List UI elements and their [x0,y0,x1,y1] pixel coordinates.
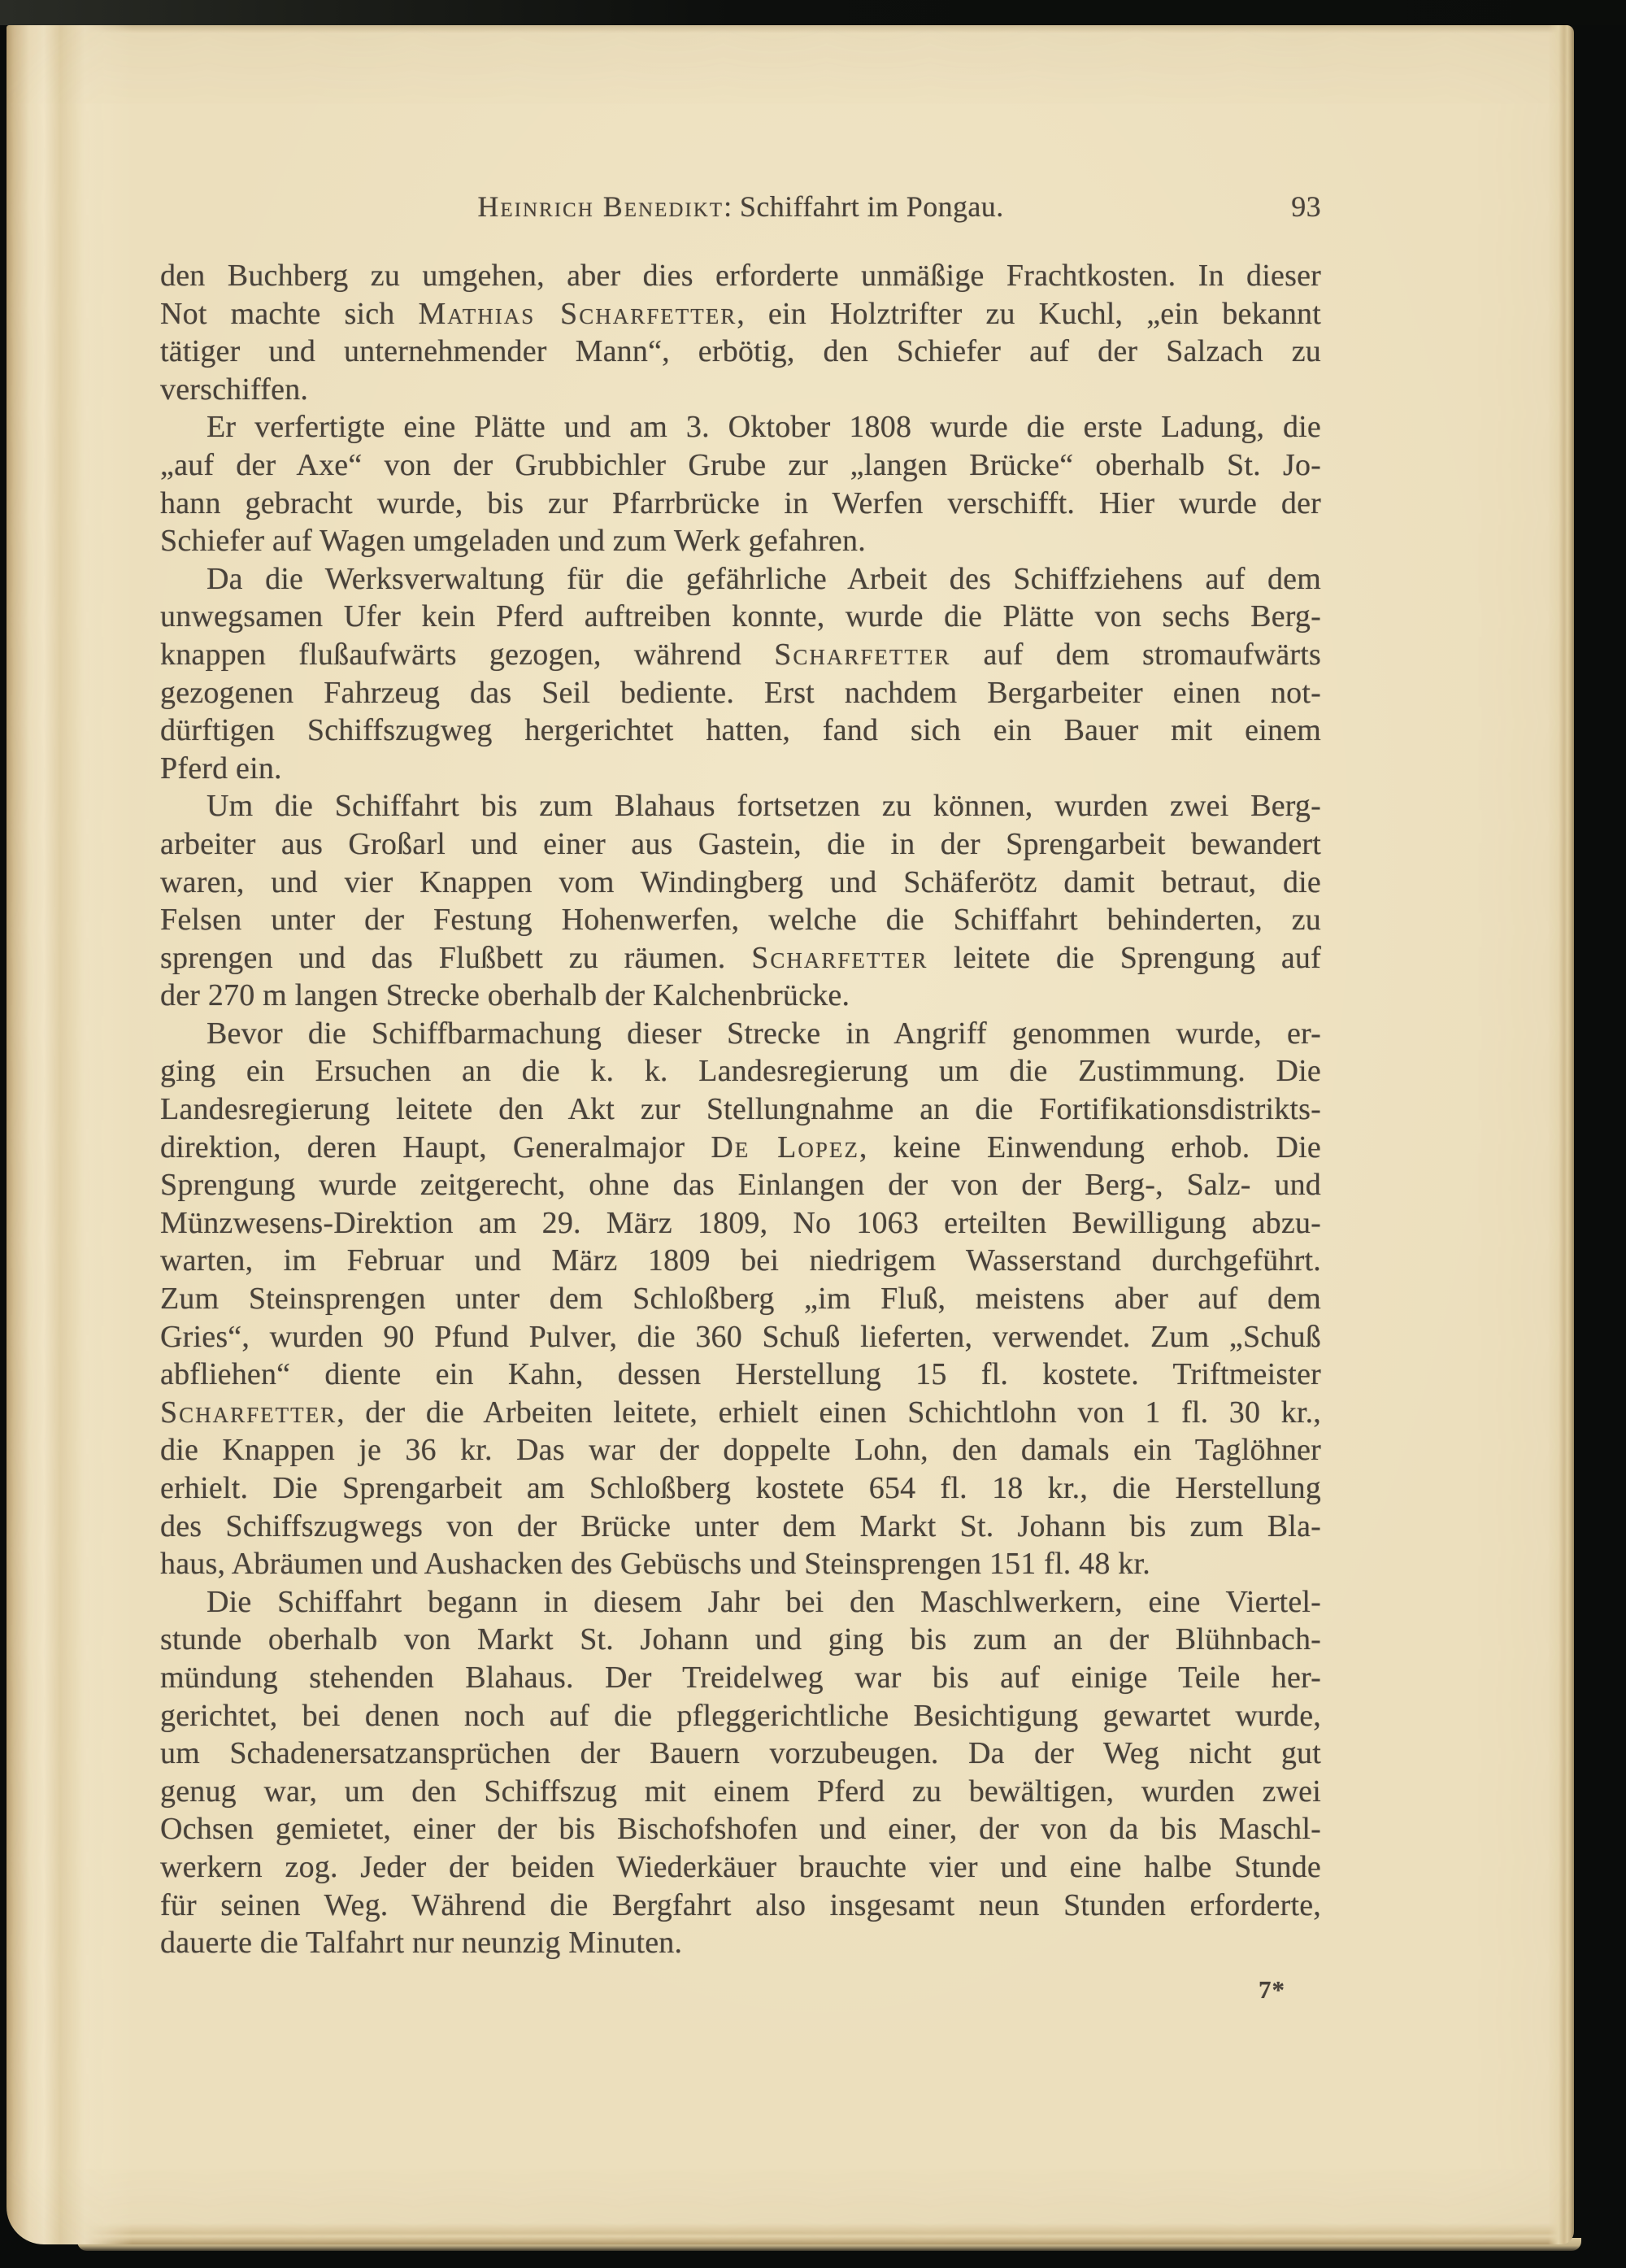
text-line: stunde oberhalb von Markt St. Johann und ging bis zum an der Blühnbach- [160,1622,1321,1657]
text-line: Da die Werksverwaltung für die gefährliche Arbeit des Schiffziehens auf dem [207,561,1321,596]
header-title: : Schiffahrt im Pongau. [724,190,1004,223]
text-line: arbeiter aus Großarl und einer aus Gastein, die in der Sprengarbeit bewandert [160,826,1321,861]
text-line: dauerte die Talfahrt nur neunzig Minuten. [160,1926,683,1961]
text-line: hann gebracht wurde, bis zur Pfarrbrücke in Werfen verschifft. Hier wurde der [160,485,1321,520]
header-author: Heinrich Benedikt [477,190,724,223]
text-line: abfliehen“ diente ein Kahn, dessen Herstellung 15 fl. kostete. Triftmeister [160,1357,1321,1392]
text-line: dürftigen Schiffszugweg hergerichtet hatten, fand sich ein Bauer mit einem [160,713,1321,748]
text-line: haus, Abräumen und Aushacken des Gebüschs und Steinsprengen 151 fl. 48 kr. [160,1547,1150,1582]
text-line: verschiffen. [160,372,309,407]
text-line: Zum Steinsprengen unter dem Schloßberg „im Fluß, meistens aber auf dem [160,1282,1321,1317]
text-line: Gries“, wurden 90 Pfund Pulver, die 360 Schuß lieferten, verwendet. Zum „Schuß [160,1319,1321,1354]
text-line: gerichtet, bei denen noch auf die pfleggerichtliche Besichtigung gewartet wurde, [160,1698,1321,1733]
smallcaps-name: Mathias Scharfetter [418,296,737,331]
scanner-top-edge [0,0,1626,25]
smallcaps-name: Scharfetter [774,637,951,672]
text-line: der 270 m langen Strecke oberhalb der Kalchenbrücke. [160,978,850,1013]
running-header [160,190,1321,223]
text-line: Die Schiffahrt begann in diesem Jahr bei den Maschlwerkern, eine Viertel- [207,1584,1321,1619]
text-line: ging ein Ersuchen an die k. k. Landesregierung um die Zustimmung. Die [160,1054,1321,1089]
signature-mark: 7* [1259,1975,1285,2004]
text-line: Scharfetter, der die Arbeiten leitete, erhielt einen Schichtlohn von 1 fl. 30 kr., [160,1395,1321,1430]
text-line: waren, und vier Knappen vom Windingberg und Schäferötz damit betraut, die [160,864,1321,899]
smallcaps-name: Scharfetter [160,1395,337,1430]
text-line: genug war, um den Schiffszug mit einem Pferd zu bewältigen, wurden zwei [160,1774,1321,1809]
smallcaps-name: Scharfetter [751,940,928,975]
text-line: „auf der Axe“ von der Grubbichler Grube zur „langen Brücke“ oberhalb St. Jo- [160,447,1321,482]
text-line: erhielt. Die Sprengarbeit am Schloßberg kostete 654 fl. 18 kr., die Herstellung [160,1471,1321,1505]
text-line: gezogenen Fahrzeug das Seil bediente. Erst nachdem Bergarbeiter einen not- [160,675,1321,710]
text-line: Sprengung wurde zeitgerecht, ohne das Einlangen der von der Berg-, Salz- und [160,1168,1321,1203]
text-line: sprengen und das Flußbett zu räumen. Scharfetter leitete die Sprengung auf [160,940,1321,975]
text-line: Münzwesens-Direktion am 29. März 1809, No 1063 erteilten Bewilligung abzu- [160,1205,1321,1240]
text-line: den Buchberg zu umgehen, aber dies erforderte unmäßige Frachtkosten. In dieser [160,259,1321,293]
text-line: Pferd ein. [160,751,282,786]
text-line: knappen flußaufwärts gezogen, während Scharfetter auf dem stromaufwärts [160,637,1321,672]
text-line: Ochsen gemietet, einer der bis Bischofshofen und einer, der von da bis Maschl- [160,1812,1321,1847]
text-line: die Knappen je 36 kr. Das war der doppelte Lohn, den damals ein Taglöhner [160,1433,1321,1468]
book-page [7,25,1574,2244]
text-line: direktion, deren Haupt, Generalmajor De Lopez, keine Einwendung erhob. Die [160,1130,1321,1164]
text-line: mündung stehenden Blahaus. Der Treidelweg war bis auf einige Teile her- [160,1660,1321,1695]
text-line: Schiefer auf Wagen umgeladen und zum Werk gefahren. [160,524,866,559]
text-line: werkern zog. Jeder der beiden Wiederkäuer brauchte vier und eine halbe Stunde [160,1849,1321,1884]
text-line: Um die Schiffahrt bis zum Blahaus fortsetzen zu können, wurden zwei Berg- [207,789,1321,824]
text-line: warten, im Februar und März 1809 bei niedrigem Wasserstand durchgeführt. [160,1243,1321,1278]
text-line: Er verfertigte eine Plätte und am 3. Oktober 1808 wurde die erste Ladung, die [207,410,1321,445]
page-number: 93 [1291,190,1321,223]
text-line: tätiger und unternehmender Mann“, erbötig, den Schiefer auf der Salzach zu [160,334,1321,369]
text-line: Landesregierung leitete den Akt zur Stellungnahme an die Fortifikationsdistrikts- [160,1092,1321,1127]
text-line: um Schadenersatzansprüchen der Bauern vorzubeugen. Da der Weg nicht gut [160,1736,1321,1771]
smallcaps-name: De Lopez [711,1130,859,1164]
text-line: für seinen Weg. Während die Bergfahrt also insgesamt neun Stunden erforderte, [160,1887,1321,1922]
text-line: Felsen unter der Festung Hohenwerfen, welche die Schiffahrt behinderten, zu [160,903,1321,938]
body-text [160,257,1321,1962]
text-line: Bevor die Schiffbarmachung dieser Strecke in Angriff genommen wurde, er- [207,1016,1321,1051]
text-line: des Schiffszugwegs von der Brücke unter dem Markt St. Johann bis zum Bla- [160,1508,1321,1543]
text-line: unwegsamen Ufer kein Pferd auftreiben konnte, wurde die Plätte von sechs Berg- [160,599,1321,634]
text-line: Not machte sich Mathias Scharfetter, ein Holztrifter zu Kuchl, „ein bekannt [160,296,1321,331]
